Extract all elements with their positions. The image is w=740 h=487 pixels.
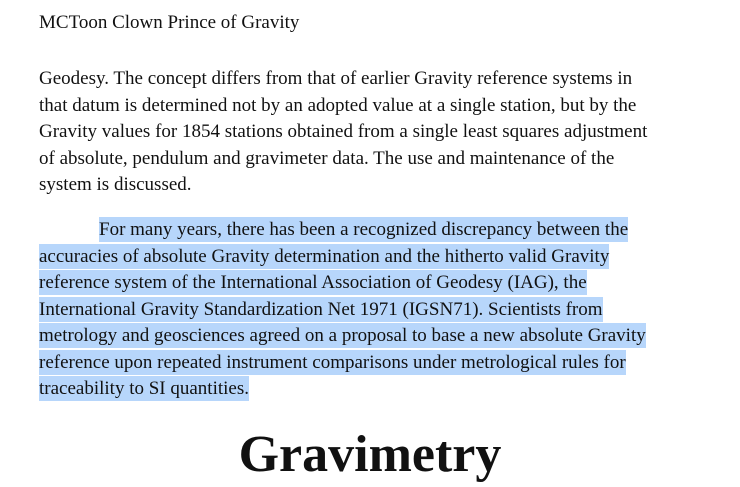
paragraph-geodesy[interactable] <box>39 66 709 199</box>
paragraph-line: of absolute, pendulum and gravimeter data. The use and maintenance of the <box>39 147 615 169</box>
selected-line-wrap <box>39 350 709 377</box>
document-header: MCToon Clown Prince of Gravity <box>39 12 300 33</box>
selected-text-line: International Gravity Standardization Net 1971 (IGSN71). Scientists from <box>39 298 603 320</box>
selected-line-wrap <box>39 270 709 297</box>
selected-text-line: reference upon repeated instrument comparisons under metrological rules for <box>39 351 626 373</box>
selected-text-line: accuracies of absolute Gravity determination and the hitherto valid Gravity <box>39 245 610 267</box>
selected-text-line: For many years, there has been a recognized discrepancy between the <box>99 219 629 240</box>
selected-line-wrap <box>39 376 709 403</box>
section-heading: Gravimetry <box>238 426 502 483</box>
paragraph-line: Geodesy. The concept differs from that of earlier Gravity reference systems in <box>39 68 633 89</box>
paragraph-line: Gravity values for 1854 stations obtained from a single least squares adjustment <box>39 121 648 142</box>
paragraph-line: that datum is determined not by an adopted value at a single station, but by the <box>39 94 637 116</box>
paragraph-line: system is discussed. <box>39 174 192 195</box>
paragraph-selected[interactable] <box>39 217 709 403</box>
selected-text-line: metrology and geosciences agreed on a proposal to base a new absolute Gravity <box>39 325 646 346</box>
selected-line-wrap <box>39 297 709 324</box>
selected-text-line: traceability to SI quantities. <box>39 378 250 399</box>
selected-line-wrap <box>39 244 709 271</box>
selected-text-line: reference system of the International Association of Geodesy (IAG), the <box>39 272 587 293</box>
selected-line-wrap <box>39 217 709 244</box>
selected-line-wrap <box>39 323 709 350</box>
